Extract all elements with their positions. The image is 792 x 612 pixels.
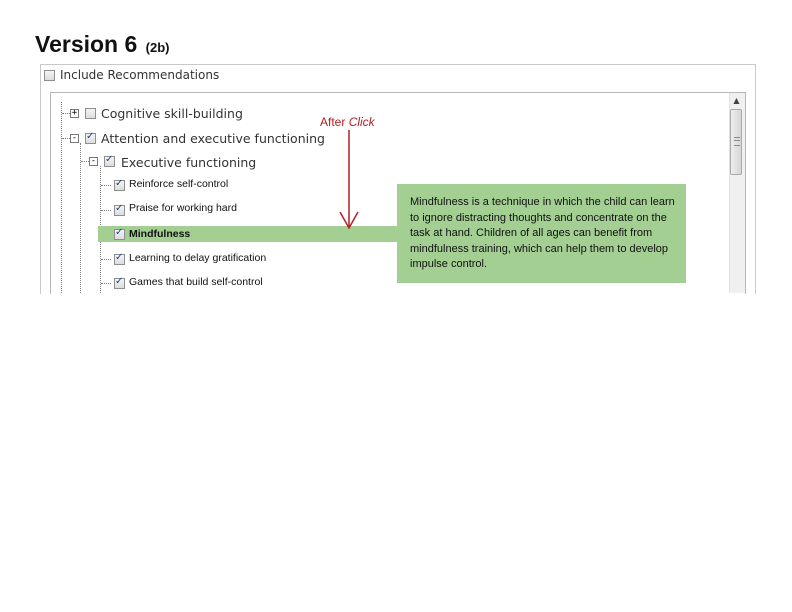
annotation-label	[320, 115, 375, 129]
tree-leaf-label-selected[interactable]: Mindfulness	[129, 228, 191, 240]
tree-line	[101, 185, 111, 186]
scroll-up-arrow-icon[interactable]: ▲	[733, 96, 740, 105]
annotation-arrow-icon	[338, 130, 360, 232]
tree-leaf-label[interactable]: Reinforce self-control	[129, 178, 229, 190]
executive-functioning-checkbox[interactable]	[104, 156, 115, 167]
delay-gratification-checkbox[interactable]	[114, 254, 125, 265]
annotation-emphasis: Click	[348, 115, 375, 129]
collapse-minus-icon[interactable]: -	[71, 133, 78, 143]
tree-node-label[interactable]: Executive functioning	[121, 155, 257, 170]
reinforce-self-control-checkbox[interactable]	[114, 180, 125, 191]
include-recommendations-label: Include Recommendations	[60, 68, 220, 82]
tree-line	[80, 143, 81, 293]
tree-line	[62, 113, 70, 114]
title-main: Version 6	[35, 31, 138, 57]
tree-leaf-label[interactable]: Games that build self-control	[129, 276, 263, 288]
tree-node-label[interactable]: Attention and executive functioning	[101, 131, 325, 146]
include-recommendations-checkbox[interactable]	[44, 70, 55, 81]
mindfulness-checkbox[interactable]	[114, 229, 125, 240]
games-self-control-checkbox[interactable]	[114, 278, 125, 289]
tree-node-label[interactable]: Cognitive skill-building	[101, 106, 243, 121]
praise-working-hard-checkbox[interactable]	[114, 205, 125, 216]
cognitive-skill-building-checkbox[interactable]	[85, 108, 96, 119]
tree-line	[101, 210, 111, 211]
expand-plus-icon[interactable]: +	[71, 108, 78, 118]
collapse-minus-icon[interactable]: -	[90, 156, 97, 166]
title-version-code: (2b)	[145, 40, 170, 55]
tree-line	[81, 161, 89, 162]
attention-executive-checkbox[interactable]	[85, 133, 96, 144]
tree-line	[62, 138, 70, 139]
tree-leaf-label[interactable]: Learning to delay gratification	[129, 252, 267, 264]
mindfulness-tooltip: Mindfulness is a technique in which the child can learn to ignore distracting thoughts and concentrate on the task at hand. Children of all ages can benefit from mindfulness training, which can help them to develop impulse control.	[397, 184, 686, 283]
scrollbar-grip-icon	[734, 137, 740, 146]
tree-line	[101, 283, 111, 284]
tree-leaf-label[interactable]: Praise for working hard	[129, 202, 237, 214]
tree-line	[101, 259, 111, 260]
tree-line	[61, 102, 62, 293]
annotation-text: After	[320, 115, 346, 129]
page-title	[35, 31, 170, 58]
